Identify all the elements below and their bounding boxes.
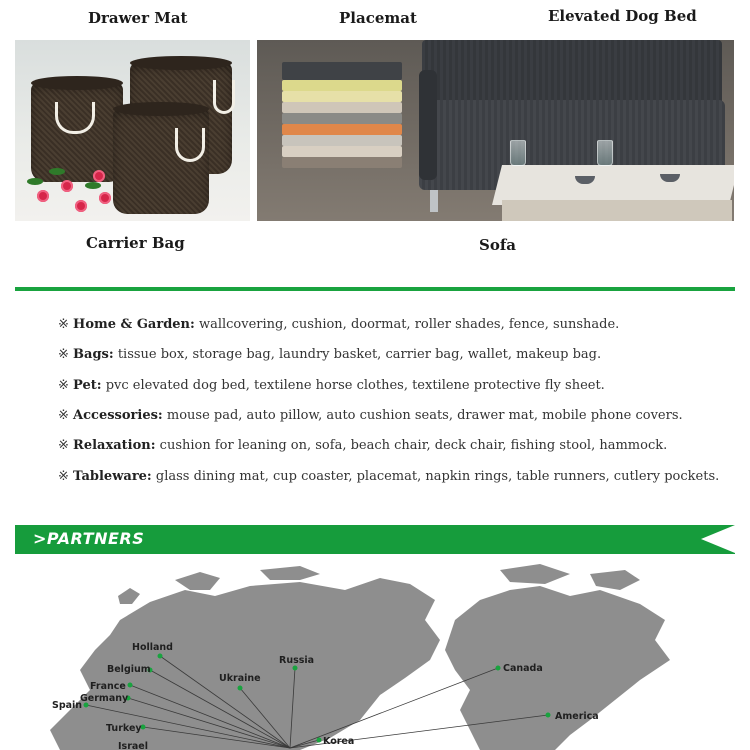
country-turkey: Turkey	[106, 723, 142, 734]
placemat-stack-item	[282, 124, 402, 135]
placemat-stack-item	[282, 62, 402, 80]
application-row	[58, 347, 601, 362]
reference-mark-icon: ※	[58, 469, 69, 484]
land-arctic-canada	[590, 570, 640, 590]
marker-russia	[293, 666, 298, 671]
leaf	[27, 178, 43, 185]
application-category: Accessories:	[73, 408, 163, 423]
application-row	[58, 408, 683, 423]
banner-notch	[701, 525, 735, 553]
application-category: Relaxation:	[73, 438, 156, 453]
marker-france	[128, 683, 133, 688]
leaf	[49, 168, 65, 175]
coffee-table	[492, 165, 734, 205]
photo-sofa-scene	[257, 40, 734, 221]
application-row	[58, 469, 719, 484]
land-greenland	[500, 564, 570, 584]
photo-carrier-bags	[15, 40, 250, 221]
country-russia: Russia	[279, 655, 315, 666]
country-ukraine: Ukraine	[219, 673, 261, 684]
map-landmass	[50, 564, 670, 750]
application-category: Pet:	[73, 378, 102, 393]
placemat-stack-item	[282, 157, 402, 168]
application-row	[58, 438, 667, 453]
flower	[93, 170, 105, 182]
glass	[510, 140, 526, 166]
rope-handle	[55, 102, 95, 134]
country-germany: Germany	[80, 693, 129, 704]
country-belgium: Belgium	[107, 664, 151, 675]
land-uk	[118, 588, 140, 604]
application-items: wallcovering, cushion, doormat, roller shades, fence, sunshade.	[198, 317, 620, 332]
application-row	[58, 378, 605, 393]
country-holland: Holland	[132, 642, 173, 653]
partners-title: >PARTNERS	[33, 529, 145, 548]
rope-handle	[213, 80, 235, 114]
label-placemat: Placemat	[339, 9, 417, 27]
flower	[37, 190, 49, 202]
label-elevated-dog-bed: Elevated Dog Bed	[548, 7, 697, 25]
application-items: cushion for leaning on, sofa, beach chair, deck chair, fishing stool, hammock.	[159, 438, 668, 453]
application-category: Home & Garden:	[73, 317, 195, 332]
country-israel: Israel	[118, 741, 148, 750]
land-arctic-island	[260, 566, 320, 580]
flower	[61, 180, 73, 192]
placemat-stack-item	[282, 91, 402, 102]
country-spain: Spain	[52, 700, 83, 711]
land-north-america	[445, 586, 670, 750]
application-items: pvc elevated dog bed, textilene horse clothes, textilene protective fly sheet.	[105, 378, 605, 393]
application-items: mouse pad, auto pillow, auto cushion seats, drawer mat, mobile phone covers.	[166, 408, 683, 423]
world-map	[0, 560, 750, 750]
country-canada: Canada	[503, 663, 543, 674]
country-korea: Korea	[323, 736, 355, 747]
reference-mark-icon: ※	[58, 378, 69, 393]
table-base	[502, 200, 732, 221]
application-category: Bags:	[73, 347, 114, 362]
label-drawer-mat: Drawer Mat	[88, 9, 188, 27]
sofa-leg	[430, 190, 438, 212]
flower	[75, 200, 87, 212]
application-items: tissue box, storage bag, laundry basket, carrier bag, wallet, makeup bag.	[117, 347, 602, 362]
marker-holland	[158, 654, 163, 659]
application-items: glass dining mat, cup coaster, placemat, napkin rings, table runners, cutlery pockets.	[155, 469, 720, 484]
land-scandinavia	[175, 572, 220, 590]
reference-mark-icon: ※	[58, 408, 69, 423]
country-america: America	[555, 711, 599, 722]
label-carrier-bag: Carrier Bag	[86, 234, 185, 252]
flower	[99, 192, 111, 204]
label-sofa: Sofa	[479, 236, 517, 254]
marker-korea	[317, 738, 322, 743]
marker-america	[546, 713, 551, 718]
reference-mark-icon: ※	[58, 347, 69, 362]
leaf	[85, 182, 101, 189]
reference-mark-icon: ※	[58, 317, 69, 332]
marker-canada	[496, 666, 501, 671]
placemat-stack-item	[282, 80, 402, 91]
placemat-stack-item	[282, 135, 402, 146]
reference-mark-icon: ※	[58, 438, 69, 453]
partners-banner	[15, 525, 735, 554]
rope-handle	[175, 128, 205, 162]
placemat-stack-item	[282, 102, 402, 113]
placemat-stack-item	[282, 113, 402, 124]
section-divider	[15, 287, 735, 291]
application-row	[58, 317, 619, 332]
country-france: France	[90, 681, 126, 692]
glass	[597, 140, 613, 166]
placemat-stack-item	[282, 146, 402, 157]
marker-ukraine	[238, 686, 243, 691]
sofa-arm	[419, 70, 437, 180]
application-category: Tableware:	[73, 469, 152, 484]
